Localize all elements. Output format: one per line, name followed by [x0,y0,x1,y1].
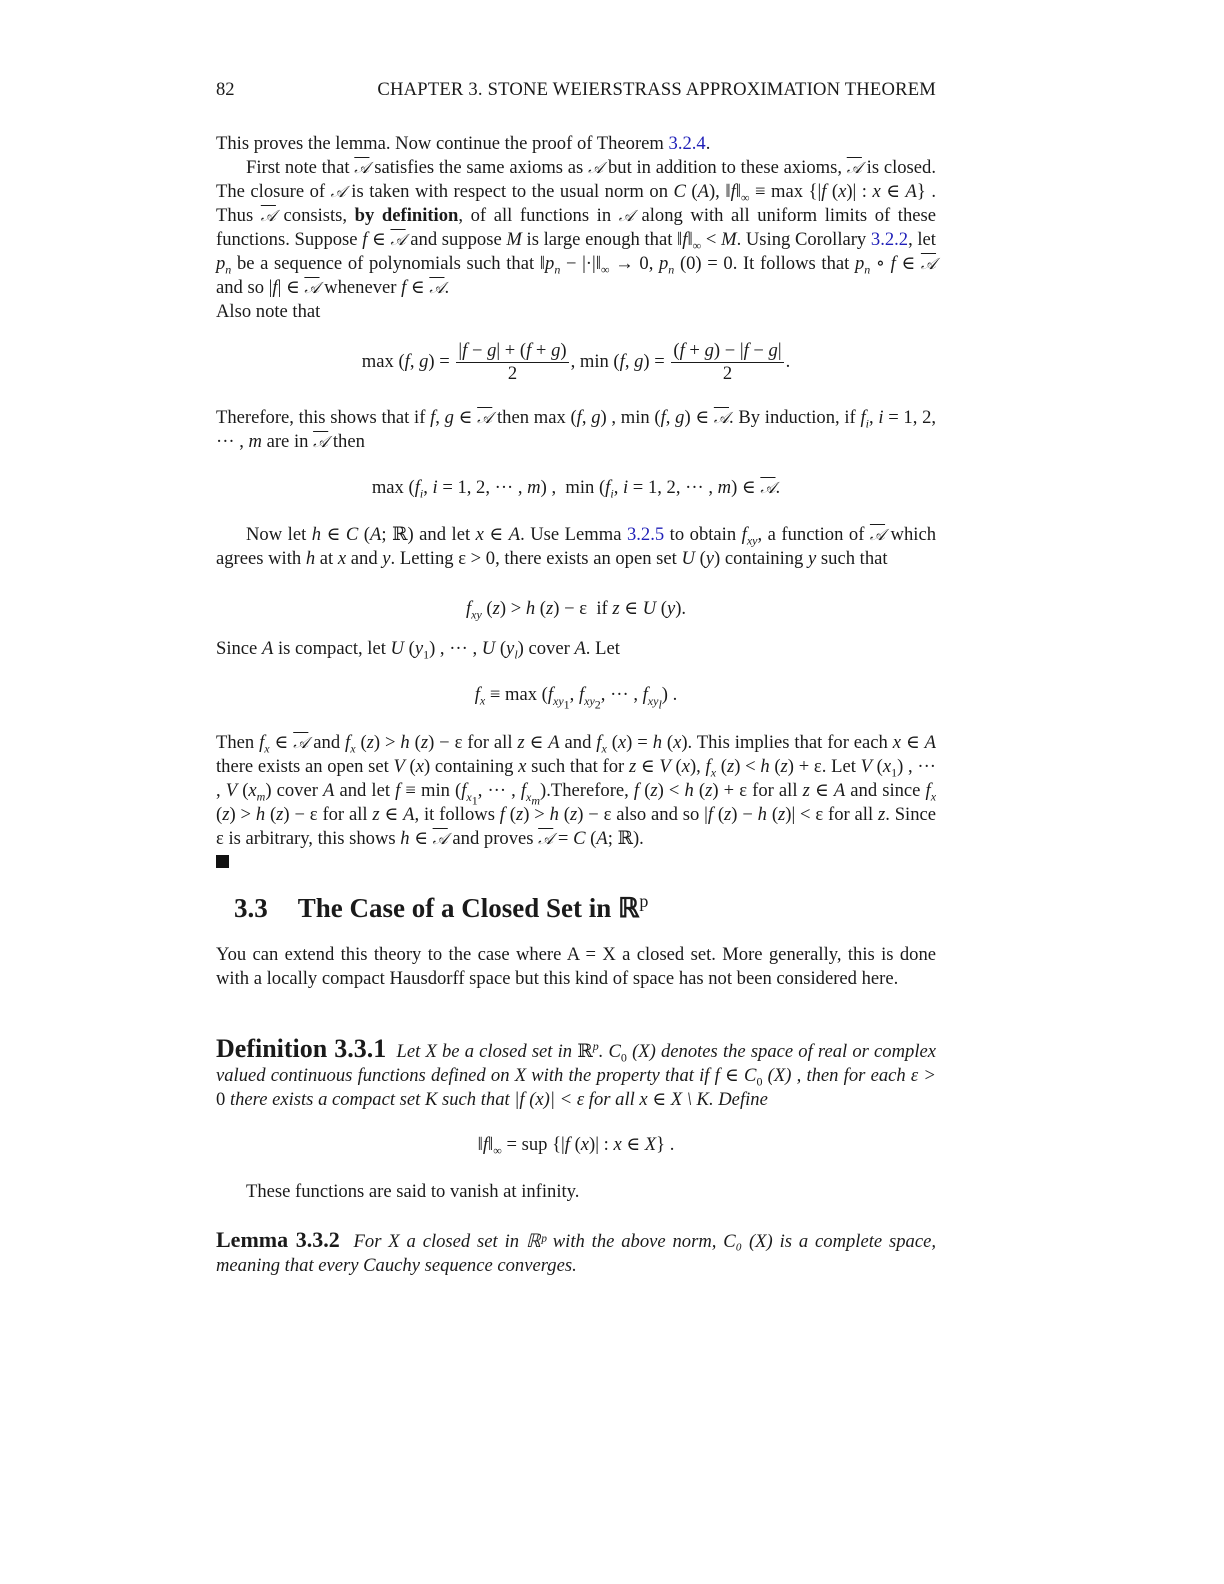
definition-3-3-1: Definition 3.3.1 Let X be a closed set in ℝ$^p$. $C_0$ (X) denotes the space of real or complex valued continuous functions defined on X with the property that if f ∈ $C_0$ (X) , then for each ε > 0 there exists a compact set K such that |f (x)| < ε for all x ∈ X \ K. Define [216,1034,936,1110]
running-header [216,78,936,102]
ref-lemma-3-2-5[interactable]: 3.2.5 [626,524,665,545]
lemma-title: Lemma 3.3.2 [216,1227,340,1252]
paragraph-lemma-3-2-5: Now let h ∈ C (A; ℝ) and let x ∈ A. Use Lemma 3.2.5 to obtain $f_{xy}$, a function of 𝒜 which agrees with h at x and y. Letting ε > 0, there exists an open set U (y) containing y such that [216,524,937,569]
equation-max-min: max (f, g) = $\frac{|f - g| + (f + g)}{2}$ , min (f, g) = $\frac{(f + g) - |f - g|}{2}$ . [361,340,791,384]
ref-corollary-3-2-2[interactable]: 3.2.2 [870,229,909,250]
paragraph-compact: Since A is compact, let U $(y_1)$ , ··· , U $(y_l)$ cover A. Let [216,638,620,662]
lemma-body: For X a closed set in ℝᵖ with the above norm, C₀ (X) is a complete space, meaning that every Cauchy sequence converges. [216,1231,936,1276]
paragraph-extend: You can extend this theory to the case where A = X a closed set. More generally, this is done with a locally compact Hausdorff space but this kind of space has not been considered here. [216,944,936,989]
equation-sup-norm: $‖f‖_\infty$ = sup {|f (x)| : x ∈ X} . [477,1134,675,1158]
paragraph-vanish: These functions are said to vanish at infinity. [246,1181,580,1202]
paragraph-conclusion: Then $f_x$ ∈ 𝒜 and $f_x$ (z) > h (z) − ε for all z ∈ A and $f_x$ (x) = h (x). This implies that for each x ∈ A there exists an open set V (x) containing x such that for z ∈ V (x), $f_x$ (z) < h (z) + ε. Let V $(x_1)$ , ··· , V $(x_m)$ cover A and let $f \equiv \min (f_{x_1}$, ··· , $f_{x_m}).Therefore$, f (z) < h (z) + ε for all z ∈ A and since $f_x$ (z) > h (z) − ε for all z ∈ A, it follows f (z) > h (z) − ε also and so |f (z) − h (z)| < ε for all z. Since ε is arbitrary, this shows h ∈ 𝒜 and proves 𝒜 = C (A; ℝ). [216,731,936,875]
ref-theorem-3-2-4[interactable]: 3.2.4 [668,133,706,154]
equation-max-min-fi: $\max (f_i$, i = 1, 2, ··· , m) , $\min (f_i$, i = 1, 2, ··· , m) ∈ 𝒜. [371,477,781,501]
paragraph-induction: Therefore, this shows that if f, g ∈ 𝒜 then max (f, g) , min (f, g) ∈ 𝒜. By induction, if $f_i$, i = 1, 2, ··· , m are in 𝒜 then [216,407,937,452]
paragraph-proof-continue: This proves the lemma. Now continue the proof of Theorem 3.2.4. [216,133,711,154]
definition-title: Definition 3.3.1 [216,1034,387,1063]
lemma-3-3-2 [216,1228,936,1278]
page-number: 82 [216,79,235,100]
section-heading-3-3: 3.3 The Case of a Closed Set in ℝ$^p$ [234,891,649,923]
paragraph-closure: First note that 𝒜 satisfies the same axioms as 𝒜 but in addition to these axioms, 𝒜 is closed. The closure of 𝒜 is taken with respect to the usual norm on C (A), $‖f‖_\infty \equiv \max \{|f$ (x)| : x ∈ A} . Thus 𝒜 consists, by definition, of all functions in 𝒜 along with all uniform limits of these functions. Suppose f ∈ 𝒜 and suppose M is large enough that $‖f‖_\infty < M$. Using Corollary 3.2.2, let $p_n$ be a sequence of polynomials such that $‖p_n$ − $|\cdot|‖_\infty \to 0$, $p_n$ (0) = 0. It follows that $p_n$ ∘ f ∈ 𝒜 and so |f| ∈ 𝒜 whenever f ∈ 𝒜. Also note that [216,157,937,322]
qed-square-icon [216,855,229,868]
equation-fxy: $f_{xy}$ (z) > h (z) − ε if z ∈ U (y). [465,598,687,622]
running-title: CHAPTER 3. STONE WEIERSTRASS APPROXIMATION THEOREM [377,79,936,100]
equation-fx: $f_x \equiv \max (f_{xy_1}$, $f_{xy_2}$, ··· , $f_{xy_l}$) . [474,684,678,712]
